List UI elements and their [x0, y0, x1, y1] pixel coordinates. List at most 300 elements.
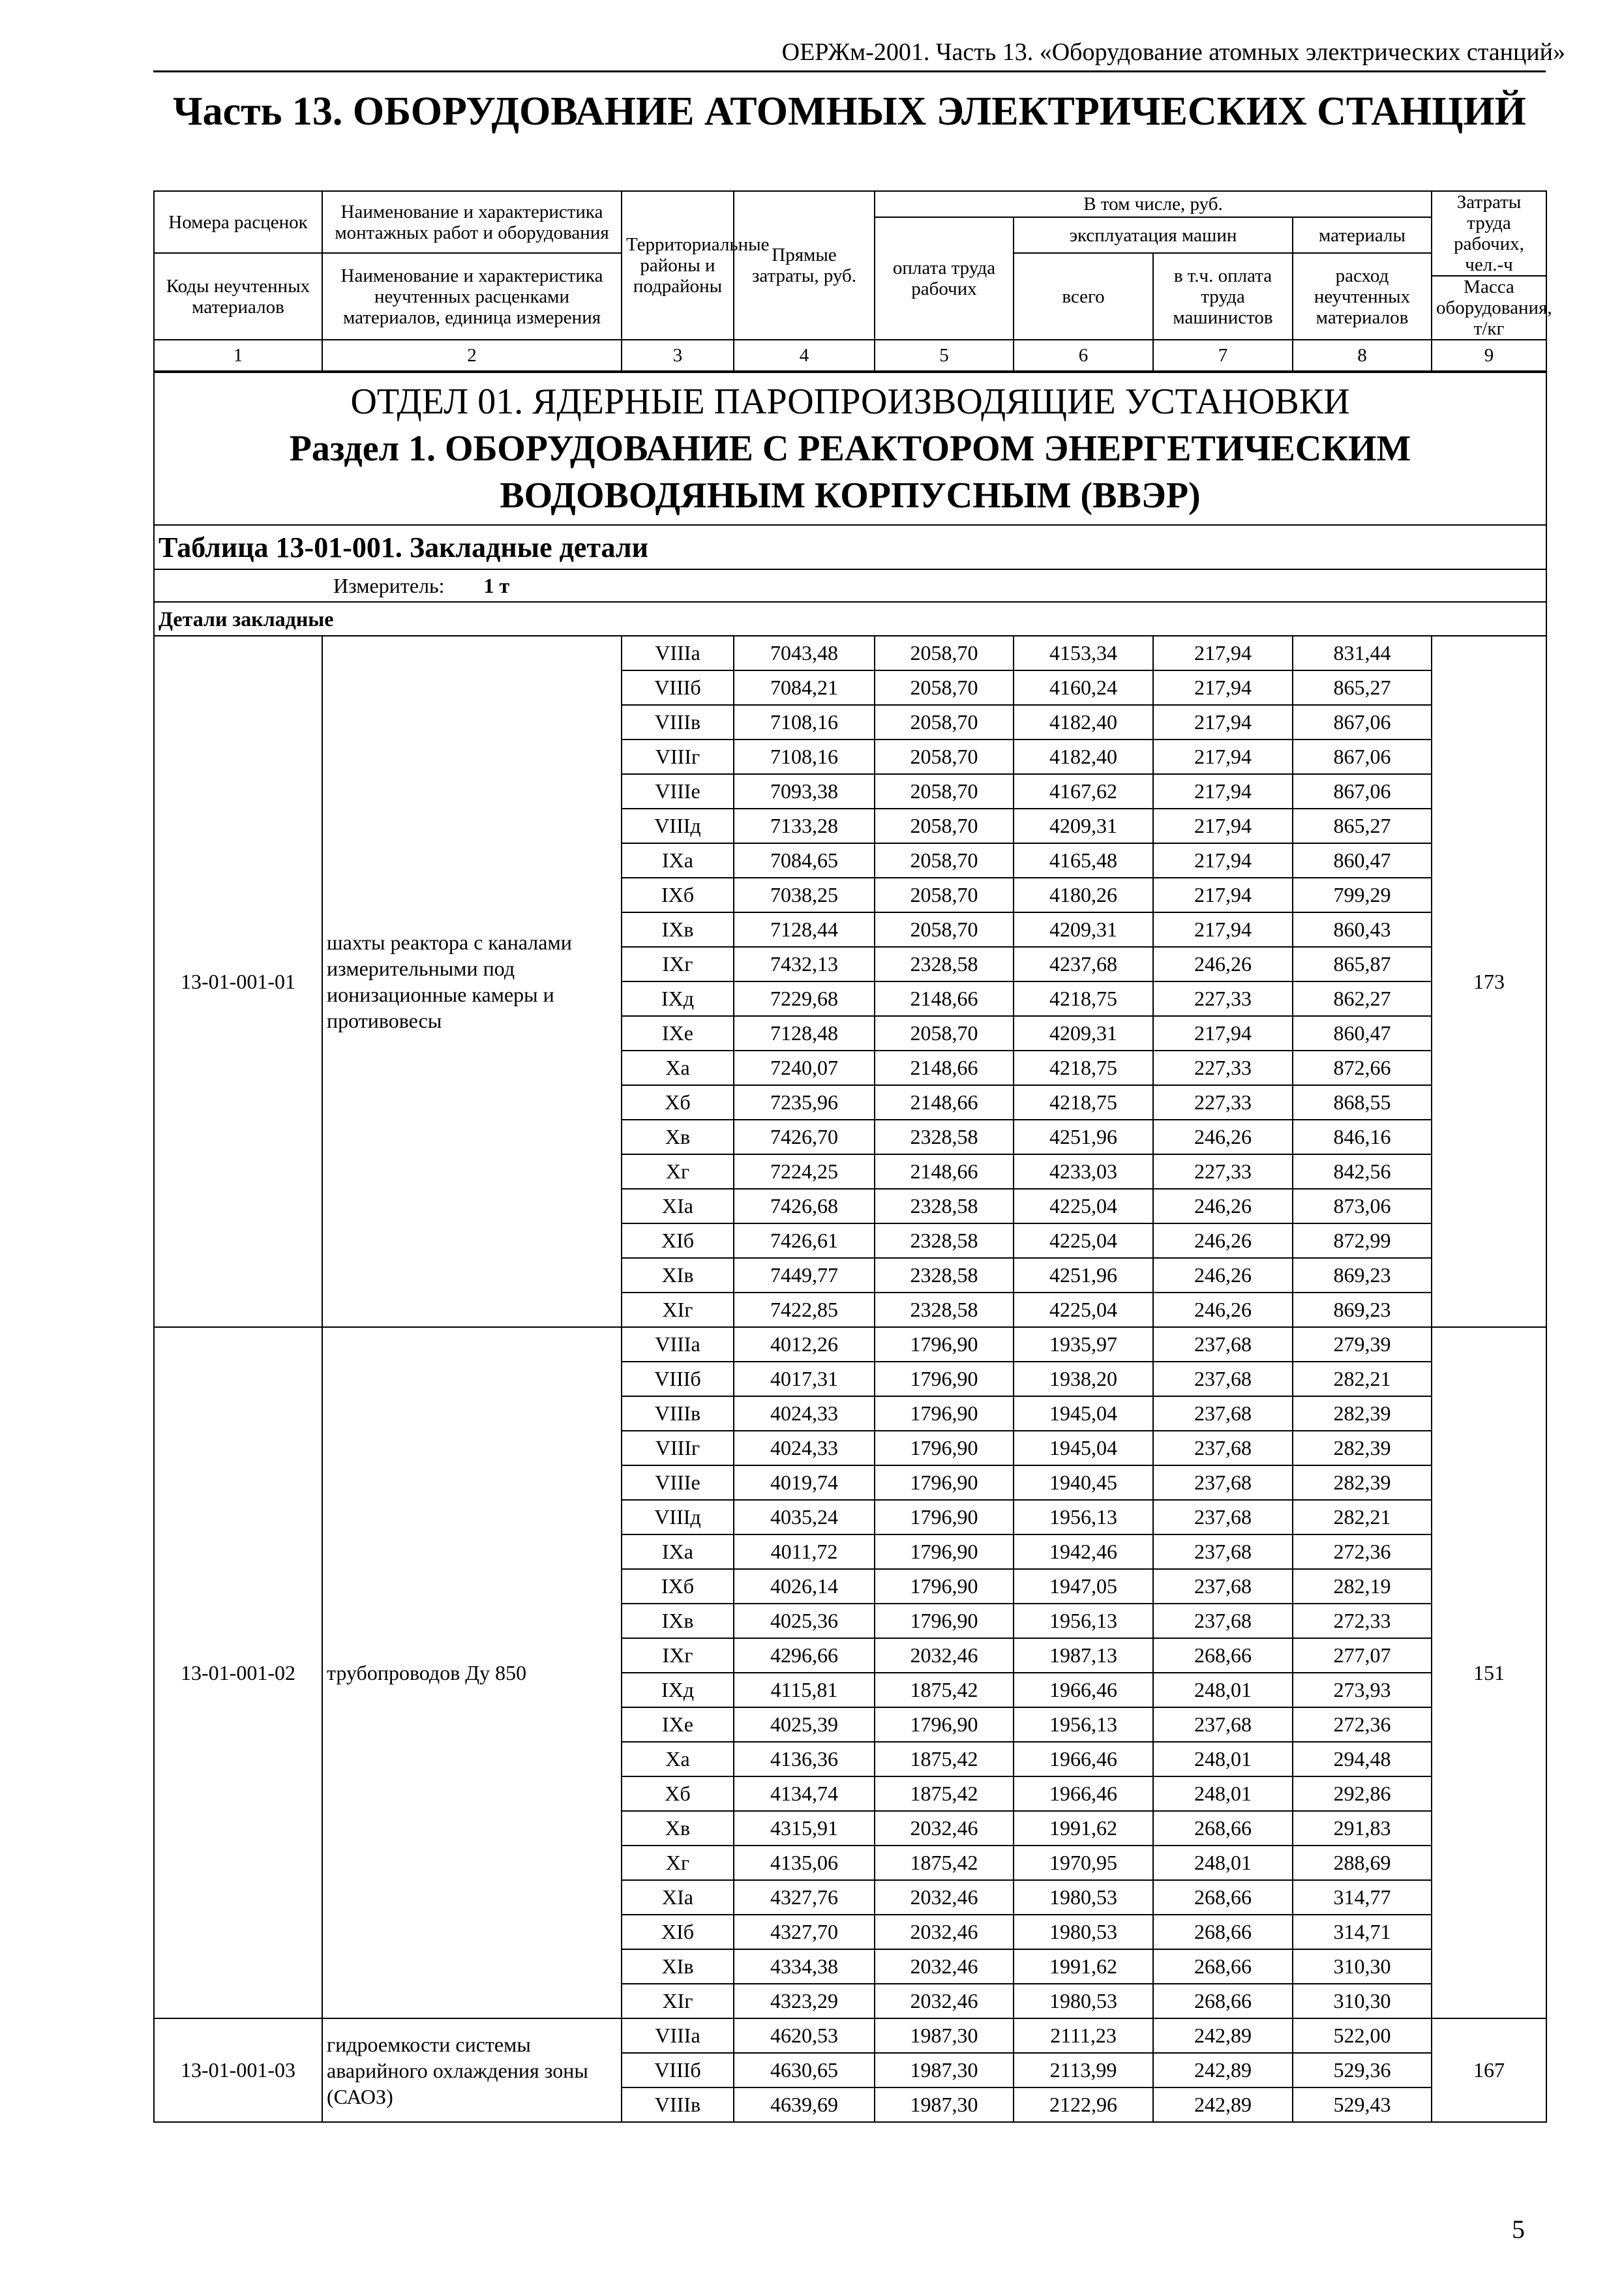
material-cell: 314,77 — [1293, 1880, 1432, 1915]
machines-total-cell: 1956,13 — [1014, 1604, 1153, 1638]
machinist-pay-cell: 268,66 — [1153, 1984, 1293, 2018]
header-machinist-pay: в т.ч. оплата труда машинистов — [1153, 253, 1293, 340]
header-material-codes: Коды неучтенных материалов — [154, 253, 322, 340]
territory-cell: IXе — [622, 1016, 734, 1051]
worker-pay-cell: 2058,70 — [875, 774, 1014, 809]
worker-pay-cell: 2058,70 — [875, 670, 1014, 705]
territory-cell: IXд — [622, 981, 734, 1016]
worker-pay-cell: 1796,90 — [875, 1500, 1014, 1534]
material-cell: 872,99 — [1293, 1223, 1432, 1258]
machines-total-cell: 1991,62 — [1014, 1811, 1153, 1846]
machinist-pay-cell: 217,94 — [1153, 912, 1293, 947]
territory-cell: Xа — [622, 1051, 734, 1085]
direct-cost-cell: 4024,33 — [734, 1396, 875, 1431]
machinist-pay-cell: 217,94 — [1153, 809, 1293, 843]
material-cell: 867,06 — [1293, 740, 1432, 774]
material-cell: 272,36 — [1293, 1707, 1432, 1742]
table-row — [154, 1327, 1546, 1362]
page-number: 5 — [1512, 2215, 1525, 2244]
machinist-pay-cell: 227,33 — [1153, 1085, 1293, 1120]
labor-cell: 167 — [1432, 2018, 1546, 2122]
material-cell: 529,43 — [1293, 2087, 1432, 2122]
material-cell: 272,36 — [1293, 1534, 1432, 1569]
machinist-pay-cell: 246,26 — [1153, 1293, 1293, 1327]
machines-total-cell: 1966,46 — [1014, 1742, 1153, 1776]
column-number: 1 — [154, 340, 322, 372]
worker-pay-cell: 2148,66 — [875, 1085, 1014, 1120]
machinist-pay-cell: 227,33 — [1153, 981, 1293, 1016]
machinist-pay-cell: 237,68 — [1153, 1604, 1293, 1638]
column-number: 8 — [1293, 340, 1432, 372]
machines-total-cell: 4182,40 — [1014, 705, 1153, 740]
territory-cell: VIIIа — [622, 636, 734, 670]
material-cell: 842,56 — [1293, 1154, 1432, 1189]
territory-cell: VIIIв — [622, 1396, 734, 1431]
work-description: шахты реактора с каналами измерительными под ионизационные камеры и противовесы — [322, 636, 622, 1327]
worker-pay-cell: 1796,90 — [875, 1465, 1014, 1500]
worker-pay-cell: 2328,58 — [875, 1120, 1014, 1154]
direct-cost-cell: 7449,77 — [734, 1258, 875, 1293]
rate-code: 13-01-001-03 — [154, 2018, 322, 2122]
machinist-pay-cell: 268,66 — [1153, 1880, 1293, 1915]
material-cell: 314,71 — [1293, 1915, 1432, 1949]
material-cell: 865,27 — [1293, 809, 1432, 843]
material-cell: 272,33 — [1293, 1604, 1432, 1638]
direct-cost-cell: 4026,14 — [734, 1569, 875, 1604]
column-number: 3 — [622, 340, 734, 372]
direct-cost-cell: 7133,28 — [734, 809, 875, 843]
machines-total-cell: 1980,53 — [1014, 1984, 1153, 2018]
table-header — [154, 191, 1552, 372]
table-body — [154, 636, 1546, 2122]
column-number: 5 — [875, 340, 1014, 372]
worker-pay-cell: 2058,70 — [875, 705, 1014, 740]
direct-cost-cell: 4012,26 — [734, 1327, 875, 1362]
table-row — [154, 636, 1546, 670]
header-rule — [153, 70, 1546, 72]
machinist-pay-cell: 246,26 — [1153, 1223, 1293, 1258]
header-direct-costs: Прямые затраты, руб. — [734, 191, 875, 340]
machines-total-cell: 4218,75 — [1014, 1085, 1153, 1120]
labor-cell: 151 — [1432, 1327, 1546, 2018]
machines-total-cell: 1945,04 — [1014, 1396, 1153, 1431]
direct-cost-cell: 4630,65 — [734, 2053, 875, 2087]
territory-cell: Xг — [622, 1154, 734, 1189]
worker-pay-cell: 1875,42 — [875, 1846, 1014, 1880]
header-equipment-mass: Масса оборудования, т/кг — [1432, 276, 1546, 340]
direct-cost-cell: 7426,61 — [734, 1223, 875, 1258]
machines-total-cell: 1942,46 — [1014, 1534, 1153, 1569]
machinist-pay-cell: 246,26 — [1153, 1189, 1293, 1223]
worker-pay-cell: 2032,46 — [875, 1984, 1014, 2018]
machinist-pay-cell: 217,94 — [1153, 740, 1293, 774]
header-rate-numbers: Номера расценок — [154, 191, 322, 253]
measure-label: Измеритель: — [333, 573, 445, 597]
header-territorial-districts: Территориальные районы и подрайоны — [622, 191, 734, 340]
material-cell: 277,07 — [1293, 1638, 1432, 1673]
territory-cell: XIа — [622, 1880, 734, 1915]
direct-cost-cell: 4327,76 — [734, 1880, 875, 1915]
worker-pay-cell: 1796,90 — [875, 1707, 1014, 1742]
machines-total-cell: 1980,53 — [1014, 1880, 1153, 1915]
direct-cost-cell: 4296,66 — [734, 1638, 875, 1673]
territory-cell: VIIIв — [622, 2087, 734, 2122]
group-title: Детали закладные — [154, 602, 1546, 636]
direct-cost-cell: 7043,48 — [734, 636, 875, 670]
territory-cell: XIа — [622, 1189, 734, 1223]
measure-value: 1 т — [483, 573, 510, 597]
machines-total-cell: 1987,13 — [1014, 1638, 1153, 1673]
machines-total-cell: 4233,03 — [1014, 1154, 1153, 1189]
worker-pay-cell: 2148,66 — [875, 1051, 1014, 1085]
territory-cell: Xг — [622, 1846, 734, 1880]
machines-total-cell: 4182,40 — [1014, 740, 1153, 774]
column-number: 7 — [1153, 340, 1293, 372]
direct-cost-cell: 4334,38 — [734, 1949, 875, 1984]
column-number: 2 — [322, 340, 622, 372]
machines-total-cell: 4180,26 — [1014, 878, 1153, 912]
section-title: Раздел 1. ОБОРУДОВАНИЕ С РЕАКТОРОМ ЭНЕРГЕТИЧЕСКИМ ВОДОВОДЯНЫМ КОРПУСНЫМ (ВВЭР) — [289, 428, 1411, 516]
worker-pay-cell: 2058,70 — [875, 809, 1014, 843]
machinist-pay-cell: 227,33 — [1153, 1051, 1293, 1085]
direct-cost-cell: 7128,48 — [734, 1016, 875, 1051]
work-description: трубопроводов Ду 850 — [322, 1327, 622, 2018]
territory-cell: IXд — [622, 1673, 734, 1707]
machines-total-cell: 1956,13 — [1014, 1500, 1153, 1534]
direct-cost-cell: 7084,65 — [734, 843, 875, 878]
material-cell: 860,43 — [1293, 912, 1432, 947]
territory-cell: VIIIд — [622, 1500, 734, 1534]
worker-pay-cell: 2032,46 — [875, 1915, 1014, 1949]
worker-pay-cell: 2058,70 — [875, 1016, 1014, 1051]
rate-code: 13-01-001-01 — [154, 636, 322, 1327]
direct-cost-cell: 7240,07 — [734, 1051, 875, 1085]
territory-cell: XIв — [622, 1949, 734, 1984]
direct-cost-cell: 7084,21 — [734, 670, 875, 705]
machinist-pay-cell: 217,94 — [1153, 1016, 1293, 1051]
worker-pay-cell: 2032,46 — [875, 1811, 1014, 1846]
worker-pay-cell: 1875,42 — [875, 1673, 1014, 1707]
material-cell: 522,00 — [1293, 2018, 1432, 2053]
machines-total-cell: 1980,53 — [1014, 1915, 1153, 1949]
header-material-consumption: расход неучтенных материалов — [1293, 253, 1432, 340]
worker-pay-cell: 1796,90 — [875, 1327, 1014, 1362]
worker-pay-cell: 1796,90 — [875, 1396, 1014, 1431]
material-cell: 868,55 — [1293, 1085, 1432, 1120]
material-cell: 869,23 — [1293, 1258, 1432, 1293]
worker-pay-cell: 1875,42 — [875, 1742, 1014, 1776]
worker-pay-cell: 2328,58 — [875, 947, 1014, 981]
direct-cost-cell: 4135,06 — [734, 1846, 875, 1880]
material-cell: 799,29 — [1293, 878, 1432, 912]
machinist-pay-cell: 268,66 — [1153, 1638, 1293, 1673]
direct-cost-cell: 4025,39 — [734, 1707, 875, 1742]
measure-row — [154, 569, 1546, 602]
machinist-pay-cell: 217,94 — [1153, 774, 1293, 809]
machinist-pay-cell: 268,66 — [1153, 1949, 1293, 1984]
header-materials: материалы — [1293, 217, 1432, 253]
machinist-pay-cell: 217,94 — [1153, 636, 1293, 670]
machinist-pay-cell: 237,68 — [1153, 1362, 1293, 1396]
machines-total-cell: 2113,99 — [1014, 2053, 1153, 2087]
territory-cell: XIг — [622, 1984, 734, 2018]
direct-cost-cell: 7093,38 — [734, 774, 875, 809]
material-cell: 529,36 — [1293, 2053, 1432, 2087]
material-cell: 273,93 — [1293, 1673, 1432, 1707]
machinist-pay-cell: 248,01 — [1153, 1742, 1293, 1776]
machinist-pay-cell: 237,68 — [1153, 1534, 1293, 1569]
territory-cell: VIIIг — [622, 1431, 734, 1465]
table-title: Таблица 13-01-001. Закладные детали — [154, 525, 1546, 569]
direct-cost-cell: 7235,96 — [734, 1085, 875, 1120]
direct-cost-cell: 7038,25 — [734, 878, 875, 912]
territory-cell: VIIIд — [622, 809, 734, 843]
material-cell: 310,30 — [1293, 1984, 1432, 2018]
machinist-pay-cell: 242,89 — [1153, 2018, 1293, 2053]
worker-pay-cell: 2032,46 — [875, 1949, 1014, 1984]
material-cell: 282,21 — [1293, 1500, 1432, 1534]
direct-cost-cell: 4035,24 — [734, 1500, 875, 1534]
machinist-pay-cell: 227,33 — [1153, 1154, 1293, 1189]
direct-cost-cell: 7426,68 — [734, 1189, 875, 1223]
machinist-pay-cell: 217,94 — [1153, 843, 1293, 878]
worker-pay-cell: 1875,42 — [875, 1776, 1014, 1811]
direct-cost-cell: 7422,85 — [734, 1293, 875, 1327]
machines-total-cell: 4225,04 — [1014, 1293, 1153, 1327]
worker-pay-cell: 2058,70 — [875, 740, 1014, 774]
machinist-pay-cell: 237,68 — [1153, 1707, 1293, 1742]
header-worker-pay: оплата труда рабочих — [875, 217, 1014, 340]
direct-cost-cell: 7224,25 — [734, 1154, 875, 1189]
direct-cost-cell: 4639,69 — [734, 2087, 875, 2122]
direct-cost-cell: 4115,81 — [734, 1673, 875, 1707]
machinist-pay-cell: 237,68 — [1153, 1431, 1293, 1465]
machines-total-cell: 4237,68 — [1014, 947, 1153, 981]
machinist-pay-cell: 242,89 — [1153, 2053, 1293, 2087]
worker-pay-cell: 2058,70 — [875, 843, 1014, 878]
worker-pay-cell: 2328,58 — [875, 1293, 1014, 1327]
material-cell: 282,21 — [1293, 1362, 1432, 1396]
territory-cell: XIб — [622, 1915, 734, 1949]
territory-cell: VIIIб — [622, 670, 734, 705]
territory-cell: IXг — [622, 947, 734, 981]
machines-total-cell: 4209,31 — [1014, 912, 1153, 947]
worker-pay-cell: 2328,58 — [875, 1258, 1014, 1293]
machines-total-cell: 4251,96 — [1014, 1258, 1153, 1293]
machines-total-cell: 4251,96 — [1014, 1120, 1153, 1154]
machinist-pay-cell: 248,01 — [1153, 1776, 1293, 1811]
machinist-pay-cell: 268,66 — [1153, 1811, 1293, 1846]
direct-cost-cell: 4620,53 — [734, 2018, 875, 2053]
material-cell: 867,06 — [1293, 774, 1432, 809]
direct-cost-cell: 4327,70 — [734, 1915, 875, 1949]
part-title: Часть 13. ОБОРУДОВАНИЕ АТОМНЫХ ЭЛЕКТРИЧЕСКИХ СТАНЦИЙ — [173, 89, 1526, 134]
worker-pay-cell: 2148,66 — [875, 1154, 1014, 1189]
header-material-name: Наименование и характеристика неучтенных расценками материалов, единица измерения — [322, 253, 622, 340]
machines-total-cell: 2122,96 — [1014, 2087, 1153, 2122]
machinist-pay-cell: 242,89 — [1153, 2087, 1293, 2122]
material-cell: 282,39 — [1293, 1465, 1432, 1500]
direct-cost-cell: 4315,91 — [734, 1811, 875, 1846]
header-machines: эксплуатация машин — [1014, 217, 1293, 253]
direct-cost-cell: 4323,29 — [734, 1984, 875, 2018]
machinist-pay-cell: 237,68 — [1153, 1396, 1293, 1431]
machines-total-cell: 1991,62 — [1014, 1949, 1153, 1984]
direct-cost-cell: 4011,72 — [734, 1534, 875, 1569]
territory-cell: IXе — [622, 1707, 734, 1742]
territory-cell: Xб — [622, 1776, 734, 1811]
machines-total-cell: 4153,34 — [1014, 636, 1153, 670]
machines-total-cell: 4160,24 — [1014, 670, 1153, 705]
section-heading — [154, 372, 1546, 525]
material-cell: 279,39 — [1293, 1327, 1432, 1362]
table-sections — [154, 372, 1546, 636]
rate-code: 13-01-001-02 — [154, 1327, 322, 2018]
worker-pay-cell: 2032,46 — [875, 1638, 1014, 1673]
machinist-pay-cell: 246,26 — [1153, 1258, 1293, 1293]
worker-pay-cell: 1796,90 — [875, 1362, 1014, 1396]
machines-total-cell: 1938,20 — [1014, 1362, 1153, 1396]
material-cell: 291,83 — [1293, 1811, 1432, 1846]
machines-total-cell: 1947,05 — [1014, 1569, 1153, 1604]
direct-cost-cell: 7108,16 — [734, 705, 875, 740]
territory-cell: IXв — [622, 912, 734, 947]
territory-cell: Xв — [622, 1120, 734, 1154]
direct-cost-cell: 4134,74 — [734, 1776, 875, 1811]
worker-pay-cell: 2058,70 — [875, 912, 1014, 947]
territory-cell: XIв — [622, 1258, 734, 1293]
territory-cell: VIIIе — [622, 774, 734, 809]
worker-pay-cell: 2328,58 — [875, 1223, 1014, 1258]
direct-cost-cell: 7432,13 — [734, 947, 875, 981]
machinist-pay-cell: 246,26 — [1153, 1120, 1293, 1154]
worker-pay-cell: 2058,70 — [875, 636, 1014, 670]
machines-total-cell: 4225,04 — [1014, 1223, 1153, 1258]
machinist-pay-cell: 248,01 — [1153, 1673, 1293, 1707]
material-cell: 860,47 — [1293, 1016, 1432, 1051]
territory-cell: XIг — [622, 1293, 734, 1327]
machines-total-cell: 1935,97 — [1014, 1327, 1153, 1362]
territory-cell: IXб — [622, 1569, 734, 1604]
machinist-pay-cell: 217,94 — [1153, 670, 1293, 705]
material-cell: 860,47 — [1293, 843, 1432, 878]
machines-total-cell: 2111,23 — [1014, 2018, 1153, 2053]
machinist-pay-cell: 246,26 — [1153, 947, 1293, 981]
header-including: В том числе, руб. — [875, 191, 1432, 217]
machines-total-cell: 4167,62 — [1014, 774, 1153, 809]
worker-pay-cell: 1796,90 — [875, 1534, 1014, 1569]
header-work-name: Наименование и характеристика монтажных работ и оборудования — [322, 191, 622, 253]
worker-pay-cell: 1796,90 — [875, 1431, 1014, 1465]
machinist-pay-cell: 237,68 — [1153, 1500, 1293, 1534]
direct-cost-cell: 7426,70 — [734, 1120, 875, 1154]
column-number: 6 — [1014, 340, 1153, 372]
territory-cell: IXв — [622, 1604, 734, 1638]
column-number: 4 — [734, 340, 875, 372]
worker-pay-cell: 2058,70 — [875, 878, 1014, 912]
machinist-pay-cell: 217,94 — [1153, 705, 1293, 740]
worker-pay-cell: 1987,30 — [875, 2087, 1014, 2122]
territory-cell: VIIIа — [622, 1327, 734, 1362]
material-cell: 294,48 — [1293, 1742, 1432, 1776]
territory-cell: VIIIб — [622, 1362, 734, 1396]
machinist-pay-cell: 217,94 — [1153, 878, 1293, 912]
machines-total-cell: 1945,04 — [1014, 1431, 1153, 1465]
machines-total-cell: 1956,13 — [1014, 1707, 1153, 1742]
material-cell: 310,30 — [1293, 1949, 1432, 1984]
worker-pay-cell: 1796,90 — [875, 1569, 1014, 1604]
worker-pay-cell: 2328,58 — [875, 1189, 1014, 1223]
machines-total-cell: 4218,75 — [1014, 1051, 1153, 1085]
worker-pay-cell: 1987,30 — [875, 2053, 1014, 2087]
material-cell: 292,86 — [1293, 1776, 1432, 1811]
territory-cell: IXб — [622, 878, 734, 912]
material-cell: 288,69 — [1293, 1846, 1432, 1880]
direct-cost-cell: 7108,16 — [734, 740, 875, 774]
material-cell: 282,19 — [1293, 1569, 1432, 1604]
machinist-pay-cell: 237,68 — [1153, 1569, 1293, 1604]
machines-total-cell: 4209,31 — [1014, 809, 1153, 843]
material-cell: 865,87 — [1293, 947, 1432, 981]
worker-pay-cell: 2032,46 — [875, 1880, 1014, 1915]
column-number: 9 — [1432, 340, 1546, 372]
worker-pay-cell: 2148,66 — [875, 981, 1014, 1016]
machines-total-cell: 4209,31 — [1014, 1016, 1153, 1051]
material-cell: 862,27 — [1293, 981, 1432, 1016]
machines-total-cell: 4165,48 — [1014, 843, 1153, 878]
material-cell: 873,06 — [1293, 1189, 1432, 1223]
running-header: ОЕРЖм-2001. Часть 13. «Оборудование атомных электрических станций» — [781, 38, 1565, 66]
direct-cost-cell: 4017,31 — [734, 1362, 875, 1396]
direct-cost-cell: 4024,33 — [734, 1431, 875, 1465]
material-cell: 865,27 — [1293, 670, 1432, 705]
worker-pay-cell: 1987,30 — [875, 2018, 1014, 2053]
direct-cost-cell: 7229,68 — [734, 981, 875, 1016]
machines-total-cell: 4218,75 — [1014, 981, 1153, 1016]
material-cell: 846,16 — [1293, 1120, 1432, 1154]
direct-cost-cell: 7128,44 — [734, 912, 875, 947]
machinist-pay-cell: 248,01 — [1153, 1846, 1293, 1880]
territory-cell: VIIIе — [622, 1465, 734, 1500]
machines-total-cell: 1966,46 — [1014, 1776, 1153, 1811]
material-cell: 869,23 — [1293, 1293, 1432, 1327]
direct-cost-cell: 4136,36 — [734, 1742, 875, 1776]
material-cell: 831,44 — [1293, 636, 1432, 670]
header-labor-costs: Затраты труда рабочих, чел.-ч — [1432, 191, 1546, 276]
machinist-pay-cell: 268,66 — [1153, 1915, 1293, 1949]
material-cell: 282,39 — [1293, 1431, 1432, 1465]
territory-cell: VIIIг — [622, 740, 734, 774]
work-description: гидроемкости системы аварийного охлаждения зоны (САОЗ) — [322, 2018, 622, 2122]
territory-cell: Xб — [622, 1085, 734, 1120]
territory-cell: Xв — [622, 1811, 734, 1846]
territory-cell: XIб — [622, 1223, 734, 1258]
territory-cell: Xа — [622, 1742, 734, 1776]
machines-total-cell: 4225,04 — [1014, 1189, 1153, 1223]
direct-cost-cell: 4019,74 — [734, 1465, 875, 1500]
table-row — [154, 2018, 1546, 2053]
machines-total-cell: 1940,45 — [1014, 1465, 1153, 1500]
material-cell: 282,39 — [1293, 1396, 1432, 1431]
direct-cost-cell: 4025,36 — [734, 1604, 875, 1638]
territory-cell: VIIIб — [622, 2053, 734, 2087]
estimate-table — [153, 190, 1552, 2123]
territory-cell: IXг — [622, 1638, 734, 1673]
material-cell: 867,06 — [1293, 705, 1432, 740]
material-cell: 872,66 — [1293, 1051, 1432, 1085]
machinist-pay-cell: 237,68 — [1153, 1465, 1293, 1500]
machines-total-cell: 1970,95 — [1014, 1846, 1153, 1880]
